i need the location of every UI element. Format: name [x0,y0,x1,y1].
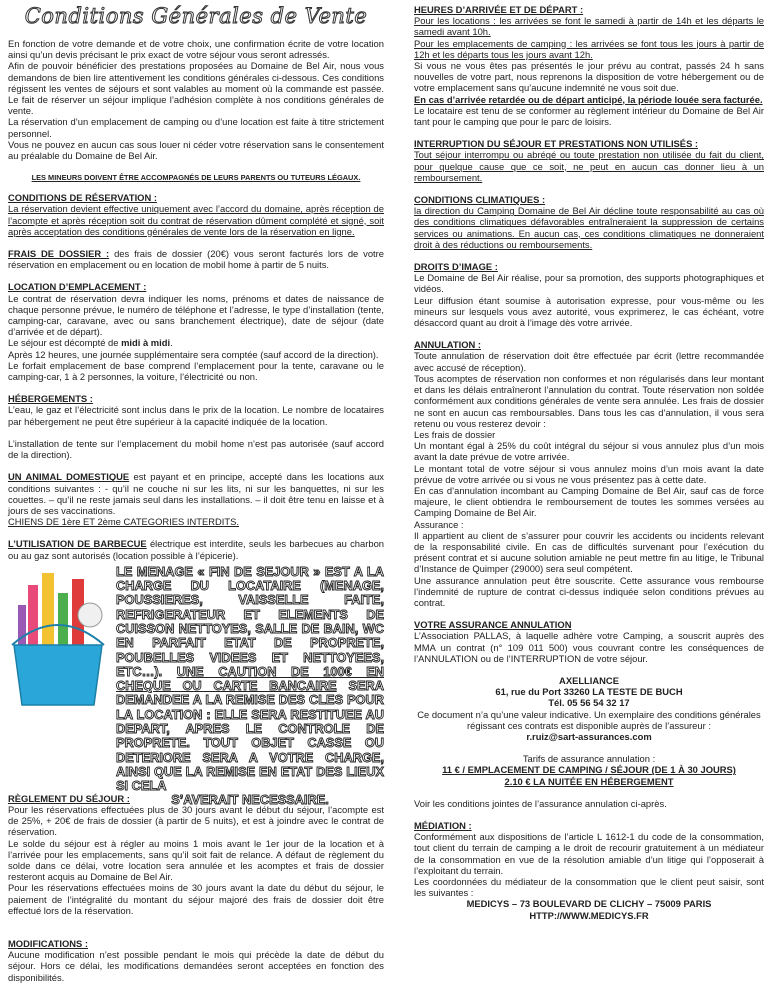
reservation-section [8,192,384,237]
annulation-text: Le montant total de votre séjour si vous annulez moins d’un mois avant la date prévue de votre arrivée ou si vous ne vous présentez pas à cette date. [414,462,764,485]
mediation-text: Les coordonnées du médiateur de la consommation que le client peut saisir, sont les suivantes : [414,876,764,899]
annulation-section [414,339,764,608]
emplacement-text: Le forfait emplacement de base comprend l’emplacement pour la tente, caravane ou le camping-car, 1 à 2 personnes, la voiture, l’électricité ou non. [8,359,384,383]
climatiques-section [414,194,764,250]
hebergements-text: L’eau, le gaz et l’électricité sont inclus dans le prix de la location. Le nombre de locataires par hébergement ne peut être supérieur à la capacité indiquée de la location. [8,404,384,427]
assurance-text: L’Association PALLAS, à laquelle adhère votre Camping, a souscrit auprès des MMA un contrat (n° 109 011 500) vous couvrant contre les conséquences de l’ANNULATION ou de l’INTERRUPTION de votre séjour. [414,630,764,664]
reglement-heading: RÈGLEMENT DU SÉJOUR : [8,792,130,804]
annulation-text: Toute annulation de réservation doit être effectuée par écrit (lettre recommandée avec accusé de réception). [414,350,764,373]
hebergements-text: L’installation de tente sur l’emplacement du mobil home n’est pas autorisée (sauf accord de la direction). [8,437,384,461]
frais-heading: FRAIS DE DOSSIER : [8,248,110,260]
heures-text: Si vous ne vous êtes pas présentés le jour prévu au contrat, passés 24 h sans nouvelles de votre part, nous reprenons la disposition de votre hébergement ou de votre emplacement sans qu’aucune indemnité ne vous soit due. [414,60,764,94]
menage-notice [116,565,384,808]
tarifs-section [414,753,764,787]
assurance-heading: VOTRE ASSURANCE ANNULATION [414,619,572,631]
menage-text-cont: SERA DEMANDEE A LA REMISE DES CLES POUR LA LOCATION : ELLE SERA RESTITUEE AU DEPART, APRES LE CONTROLE DE PROPRETE. TOUT OBJET CASSE OU DETERIORE SERA A VOTRE CHARGE, AINSI QUE LA REMISE EN ETAT DES LIEUX SI CELA [116,678,385,794]
annulation-text: Une assurance annulation peut être souscrite. Cette assurance vous rembourse l’indemnité de rupture de contrat ci-dessus indiquée selon conditions prévues au contrat. [414,574,764,608]
reglement-text: Pour les réservations effectuées moins de 30 jours avant la date du début du séjour, le paiement de l’intégralité du montant du séjour majoré des frais de dossier doit être effectué lors de la réservation. [8,882,384,916]
barbecue-heading: L’UTILISATION DE BARBECUE [8,538,147,550]
tarifs-label: Tarifs de assurance annulation : [522,753,656,765]
emplacement-section [8,281,384,382]
barbecue-section [8,538,384,560]
mediation-heading: MÉDIATION : [414,820,472,831]
reglement-text: Pour les réservations effectuées plus de 30 jours avant le début du séjour, l’acompte est de 25%, + 20€ de frais de dossier (à partir de 5 nuits), et est à joindre avec le contrat de réservation. [8,803,384,838]
emplacement-text [8,337,384,348]
tarifs-hebergement: 2.10 € LA NUITÉE EN HÉBERGEMENT [504,775,674,787]
axelliance-name: AXELLIANCE [559,674,619,686]
mediation-url: HTTP://WWW.MEDICYS.FR [529,909,649,921]
menage-text: LE MENAGE « FIN DE SEJOUR » EST A LA CHARGE DU LOCATAIRE (MENAGE, POUSSIERES, VAISSELLE FAITE, REFRIGERATEUR ET ELEMENTS DE CUISSON NETTOYES, SALLE DE BAIN, WC EN PARFAIT ETAT DE PROPRETE, POUBELLES VIDEES ET NETTOYEES, ETC…). [116,563,384,679]
mediation-text: Conformément aux dispositions de l’article L 1612-1 du code de la consommation, tout client du terrain de camping a le droit de recourir gratuitement à un médiateur de la consommation en vue de la résolution amiable d’un litige qui l’opposerait à l’exploitant du terrain. [414,831,764,876]
barbecue-text: électrique est interdite, seuls les barbecues au charbon ou au gaz sont autorisés (location possible à l’épicerie). [8,538,384,561]
heures-section [414,4,764,127]
intro-paragraph: Vous ne pouvez en aucun cas sous louer ni céder votre réservation sans le consentement au préalable du Domaine de Bel Air. [8,138,384,162]
menage-text-end: S’AVERAIT NECESSAIRE. [171,792,329,808]
image-text: Leur diffusion étant soumise à autorisation expresse, pour vous-même ou les mineurs sur lesquels vous avez autorité, vous exprimerez, le cas échéant, votre désaccord quant au droit à l’image dès votre arrivée. [414,294,764,329]
climatiques-heading: CONDITIONS CLIMATIQUES : [414,194,546,206]
modifications-text: Aucune modification n’est possible pendant le mois qui précède la date de début du séjour. Hors ce délai, les modifications demandées seront acceptées en fonction des disponibilités. [8,949,384,983]
emplacement-text-bold: midi à midi [121,337,171,349]
mediation-address: MEDICYS – 73 BOULEVARD DE CLICHY – 75009 PARIS [466,898,712,910]
annulation-text: Un montant égal à 25% du coût intégral du séjour si vous annulez plus d’un mois avant la date prévue de votre arrivée. [414,440,764,463]
reglement-text: Le solde du séjour est à régler au moins 1 mois avant le 1er jour de la location et à l’arrivée pour les emplacements, sans qu’il soit fait de relance. A défaut de règlement du solde dans ce délai, votre location sera annulée et les acomptes et frais de dossier resteront acquis au Domaine de Bel Air. [8,837,384,883]
animal-section [8,471,384,527]
page-title: Conditions Générales de Vente [24,4,368,28]
annulation-text: Tous acomptes de réservation non conformes et non régularisés dans leur montant et dans les délais entraîneront l’annulation du contrat. Toute réservation non soldée conformément aux conditions générales de vente sera annulée. Les frais de dossier ne sont en aucun cas remboursables. Dans tous les cas d’annulation, il vous sera retenu ou vous resterez devoir : [414,372,764,429]
emplacement-text: Après 12 heures, une journée supplémentaire sera comptée (sauf accord de la direction). [8,348,379,360]
axelliance-section [414,675,764,742]
right-column [414,0,764,921]
animal-text [8,471,384,516]
annulation-text: Il appartient au client de s’assurer pour couvrir les accidents ou incidents relevant de la responsabilité civile. En cas de difficultés survenant pour l’exécution du présent contrat et si aucune solution amiable ne peut mettre fin au litige, le Tribunal d’Instance de Quimper (29000) sera seul compétent. [414,529,764,575]
annulation-heading: ANNULATION : [414,339,482,351]
emplacement-heading: LOCATION D’EMPLACEMENT : [8,281,147,293]
emplacement-text: Le contrat de réservation devra indiquer les noms, prénoms et dates de naissance de chaque personne prévue, le numéro de téléphone et l’adresse, le type d’installation (tente, camping-car, caravane, avec ou sans branchement électrique), date de séjour (date d’arrivée et de départ). [8,292,384,338]
climatiques-text: la direction du Camping Domaine de Bel Air décline toute responsabilité au cas où des conditions climatiques défavorables entraîneraient la suppression de certains services ou animations. En aucun cas, ces conditions climatiques ne donneraient droit à des réductions ou remboursements. [414,205,764,250]
intro-paragraph: En fonction de votre demande et de votre choix, une confirmation écrite de votre location ainsi qu’un devis précisant le prix exact de votre séjour vous seront adressés. [8,38,384,61]
axelliance-address: 61, rue du Port 33260 LA TESTE DE BUCH [495,686,683,698]
caution-text: UNE CAUTION DE 100€ EN CHEQUE OU CARTE BANCAIRE [116,663,384,694]
image-section [414,261,764,328]
hebergements-section [8,393,384,460]
hebergements-heading: HÉBERGEMENTS : [8,393,93,405]
modifications-heading: MODIFICATIONS : [8,937,89,949]
minors-notice: LES MINEURS DOIVENT ÊTRE ACCOMPAGNÉS DE LEURS PARENTS OU TUTEURS LÉGAUX. [31,173,361,183]
heures-emplacements: Pour les emplacements de camping : les arrivées se font tous les jours à partir de 12h et les départs tous les jours avant 12h. [414,37,764,60]
interruption-heading: INTERRUPTION DU SÉJOUR ET PRESTATIONS NON UTILISÉS : [414,138,699,150]
reservation-heading: CONDITIONS DE RÉSERVATION : [8,192,157,204]
axelliance-email: r.ruiz@sart-assurances.com [526,730,652,742]
heures-bold: En cas d’arrivée retardée ou de départ anticipé, la période louée sera facturée. [414,93,763,105]
image-text: Le Domaine de Bel Air réalise, pour sa promotion, des supports photographiques et vidéos. [414,272,764,295]
reservation-text: La réservation devient effective uniquement avec l’accord du domaine, après réception de l’acompte et après réception soit du contrat de réservation dûment complété et signé, soit après acceptation des conditions générales de vente lors de la réservation en ligne. [8,203,384,237]
interruption-text: Tout séjour interrompu ou abrégé ou toute prestation non utilisée du fait du client, pour quelque cause que ce soit, ne peut en aucun cas donner lieu à un remboursement. [414,149,764,183]
modifications-section [8,938,384,983]
animal-text-body: est payant et en principe, accepté dans les locations aux conditions suivantes : - qu’il ne couche ni sur les lits, ni sur les banquettes, ni sur les couettes. – qu’il ne reste jamais seul dans les installations. – il doit être tenu en laisse et à jours de ses vaccinations. [8,471,384,516]
animal-heading: UN ANIMAL DOMESTIQUE [8,471,130,483]
emplacement-text-a: Le séjour est décompté de [8,337,122,349]
annulation-text: En cas d’annulation incombant au Camping Domaine de Bel Air, sauf cas de force majeure, le client obtiendra le remboursement de toutes les sommes versées au Camping Domaine de Bel Air. [414,484,764,519]
annulation-text: Assurance : [414,518,464,530]
interruption-section [414,138,764,183]
image-heading: DROITS D’IMAGE : [414,261,498,273]
heures-heading: HEURES D’ARRIVÉE ET DE DÉPART : [414,4,584,15]
assurance-section [414,619,764,664]
axelliance-note: Ce document n’a qu’une valeur indicative. Un exemplaire des conditions générales régissant ces contrats est disponible auprès de l’assureur : [417,708,761,731]
axelliance-tel: Tél. 05 56 54 32 17 [548,697,630,709]
heures-text: Le locataire est tenu de se conformer au règlement intérieur du Domaine de Bel Air tant pour le camping que pour le parc de loisirs. [414,104,764,128]
cleaning-bucket-image [8,565,108,793]
mediation-section [414,820,764,921]
emplacement-text-c: . [170,337,173,349]
tarifs-emplacement: 11 € / EMPLACEMENT DE CAMPING / SÉJOUR (DE 1 À 30 JOURS) [442,764,736,776]
heures-locations: Pour les locations : les arrivées se font le samedi à partir de 14h et les départs le samedi avant 10h. [414,15,764,38]
frais-text: des frais de dossier (20€) vous seront facturés lors de votre réservation en emplacement ou en location de mobil home à partir de 5 nuits. [8,248,384,271]
chiens-interdits: CHIENS DE 1ère ET 2ème CATEGORIES INTERDITS. [8,516,239,528]
intro-section [8,38,384,161]
annulation-text: Les frais de dossier [414,428,496,440]
intro-paragraph: Afin de pouvoir bénéficier des prestations proposées au Domaine de Bel Air, nous vous demandons de bien lire attentivement les conditions générales ci-dessous. Ces conditions régissent les ventes de séjours et sont valables au moment où la commande est passée. Le fait de réserver un séjour implique l’adhésion complète à nos conditions générales de vente. [8,60,384,117]
left-column [8,0,384,983]
intro-paragraph: La réservation d’un emplacement de camping ou d’une location est faite à titre strictement personnel. [8,116,384,139]
voir-conditions: Voir les conditions jointes de l’assurance annulation ci-après. [414,797,667,809]
frais-section [8,248,384,270]
reglement-section [8,793,384,916]
